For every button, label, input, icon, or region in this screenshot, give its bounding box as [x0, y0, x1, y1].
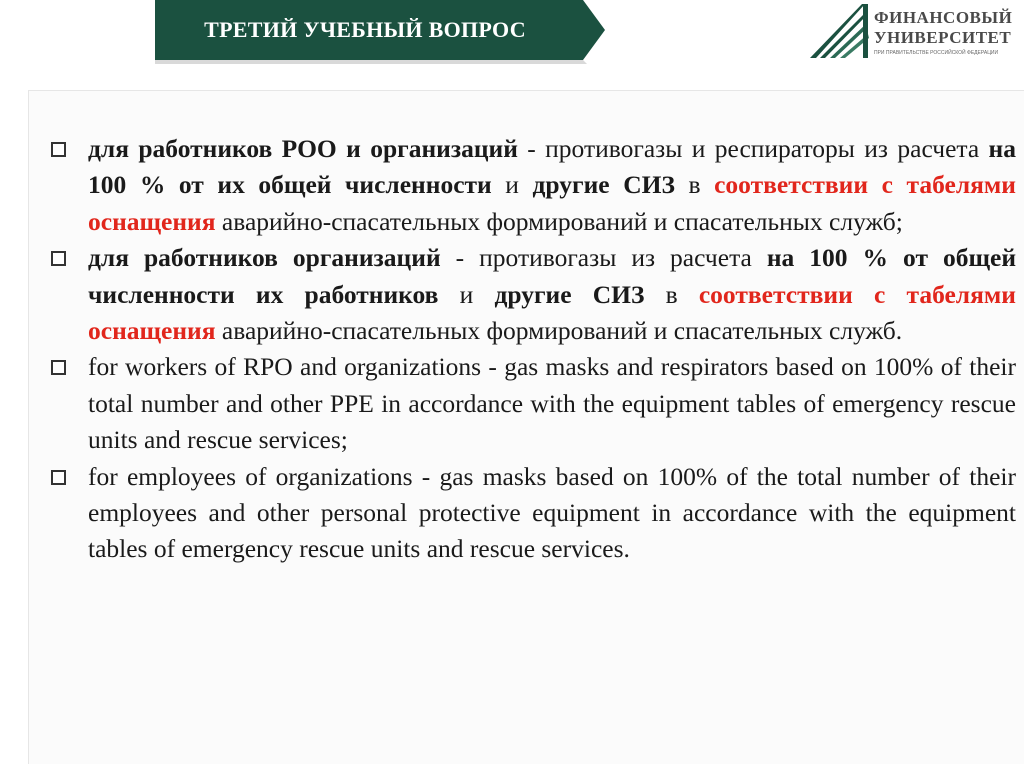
checkbox-bullet-icon — [51, 251, 66, 266]
body-text: в — [644, 279, 699, 309]
logo-tagline: ПРИ ПРАВИТЕЛЬСТВЕ РОССИЙСКОЙ ФЕДЕРАЦИИ — [874, 50, 999, 56]
body-text: for workers of RPO and organizations - gas masks and respirators based on 100% of their total number and other PPE in accordance with the equipment tables of emergency rescue units and rescue services; — [88, 352, 1016, 455]
list-item — [46, 240, 1016, 349]
highlight-text: соответствии с табелями оснащения — [88, 279, 1016, 346]
bold-text: на 100 % от их общей численности — [88, 134, 1016, 200]
body-text: и — [438, 279, 495, 309]
bold-text: другие СИЗ — [494, 279, 645, 309]
checkbox-bullet-icon — [51, 470, 66, 485]
body-text: в — [674, 170, 715, 200]
checkbox-bullet-icon — [51, 360, 66, 375]
body-text: - противогазы и респираторы из расчета — [517, 134, 989, 163]
bold-text: для работников организаций — [88, 243, 441, 273]
checkbox-bullet-icon — [51, 142, 66, 157]
bold-text: на 100 % от общей численности их работников — [88, 243, 1017, 309]
body-text: и — [491, 170, 533, 200]
list-item — [46, 131, 1016, 240]
logo-line2: УНИВЕРСИТЕТ — [874, 28, 1012, 47]
body-text: аварийно-спасательных формирований и спасательных служб; — [215, 206, 903, 236]
university-logo — [808, 2, 1018, 62]
highlight-text: соответствии с табелями оснащения — [88, 170, 1016, 236]
body-text: for employees of organizations - gas masks based on 100% of the total number of their employees and other personal protective equipment in accordance with the equipment tables of emergency rescue units and rescue services. — [88, 461, 1016, 564]
bold-text: другие СИЗ — [532, 170, 675, 200]
content-list — [46, 131, 1016, 568]
university-logo-icon — [808, 2, 872, 62]
bold-text: для работников РОО и организаций — [88, 134, 518, 163]
list-item — [46, 459, 1016, 568]
body-text: - противогазы из расчета — [440, 243, 767, 273]
title-banner — [155, 0, 605, 65]
body-text: аварийно-спасательных формирований и спасательных служб. — [215, 316, 903, 346]
list-item — [46, 349, 1016, 458]
logo-line1: ФИНАНСОВЫЙ — [874, 8, 1013, 27]
page-title: ТРЕТИЙ УЧЕБНЫЙ ВОПРОС — [204, 17, 526, 42]
